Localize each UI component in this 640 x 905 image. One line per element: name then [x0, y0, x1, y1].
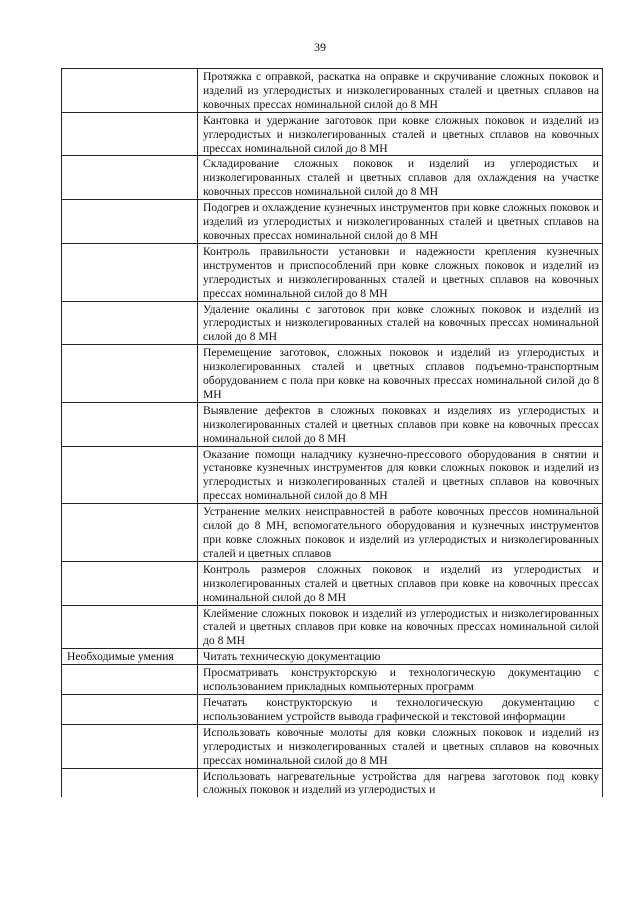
table-row	[62, 112, 603, 156]
row-text-cell: Использовать нагревательные устройства для нагрева заготовок под ковку сложных поковок и изделий из углеродистых и	[198, 768, 603, 797]
row-text-cell: Клеймение сложных поковок и изделий из углеродистых и низколегированных сталей и цветных сплавов при ковке на ковочных прессах номинальной силой до 8 МН	[198, 605, 603, 649]
row-label-cell	[62, 768, 198, 797]
table-row	[62, 345, 603, 403]
table-row	[62, 724, 603, 768]
row-label-cell	[62, 605, 198, 649]
table-row	[62, 768, 603, 797]
page-number: 39	[314, 40, 326, 54]
table-row	[62, 665, 603, 695]
row-text-cell: Выявление дефектов в сложных поковках и изделиях из углеродистых и низколегированных сталей и цветных сплавов при ковке на ковочных прессах номинальной силой до 8 МН	[198, 402, 603, 446]
row-text-cell: Протяжка с оправкой, раскатка на оправке и скручивание сложных поковок и изделий из углеродистых и низколегированных сталей и цветных сплавов на ковочных прессах номинальной силой до 8 МН	[198, 69, 603, 113]
row-label-cell	[62, 69, 198, 113]
requirements-table	[61, 68, 603, 797]
row-label-cell	[62, 724, 198, 768]
row-text-cell: Контроль правильности установки и надежности крепления кузнечных инструментов и приспособлений при ковке сложных поковок и изделий из углеродистых и низколегированных сталей и цветных сплавов на ковочных прессах номинальной силой до 8 МН	[198, 243, 603, 301]
row-text-cell: Подогрев и охлаждение кузнечных инструментов при ковке сложных поковок и изделий из углеродистых и низколегированных сталей и цветных сплавов на ковочных прессах номинальной силой до 8 МН	[198, 200, 603, 244]
table-row	[62, 649, 603, 665]
table-row	[62, 243, 603, 301]
row-label-cell	[62, 345, 198, 403]
row-text-cell: Кантовка и удержание заготовок при ковке сложных поковок и изделий из углеродистых и низколегированных сталей и цветных сплавов на ковочных прессах номинальной силой до 8 МН	[198, 112, 603, 156]
row-text-cell: Просматривать конструкторскую и технологическую документацию с использованием прикладных компьютерных программ	[198, 665, 603, 695]
table-row	[62, 446, 603, 504]
table-row	[62, 504, 603, 562]
row-text-cell: Перемещение заготовок, сложных поковок и изделий из углеродистых и низколегированных сталей и цветных сплавов подъемно-транспортным оборудованием с пола при ковке на ковочных прессах номинальной силой до 8 МН	[198, 345, 603, 403]
row-text-cell: Удаление окалины с заготовок при ковке сложных поковок и изделий из углеродистых и низколегированных сталей на ковочных прессах номинальной силой до 8 МН	[198, 301, 603, 345]
row-text-cell: Использовать ковочные молоты для ковки сложных поковок и изделий из углеродистых и низколегированных сталей и цветных сплавов на ковочных прессах номинальной силой до 8 МН	[198, 724, 603, 768]
row-text-cell: Складирование сложных поковок и изделий из углеродистых и низколегированных сталей и цветных сплавов для охлаждения на участке ковочных прессов номинальной силой до 8 МН	[198, 156, 603, 200]
row-text-cell: Читать техническую документацию	[198, 649, 603, 665]
row-text-cell: Оказание помощи наладчику кузнечно-прессового оборудования в снятии и установке кузнечных инструментов для ковки сложных поковок и изделий из углеродистых и низколегированных сталей и цветных сплавов на ковочных прессах номинальной силой до 8 МН	[198, 446, 603, 504]
table-row	[62, 69, 603, 113]
table-row	[62, 561, 603, 605]
row-label-cell	[62, 561, 198, 605]
row-label-cell	[62, 200, 198, 244]
row-label-cell	[62, 446, 198, 504]
row-text-cell: Устранение мелких неисправностей в работе ковочных прессов номинальной силой до 8 МН, вспомогательного оборудования и кузнечных инструментов при ковке сложных поковок и изделий из углеродистых и низколегированных сталей и цветных сплавов	[198, 504, 603, 562]
row-label-cell	[62, 243, 198, 301]
table-row	[62, 156, 603, 200]
table-row	[62, 301, 603, 345]
row-label-cell	[62, 665, 198, 695]
row-text-cell: Печатать конструкторскую и технологическую документацию с использованием устройств вывода графической и текстовой информации	[198, 694, 603, 724]
table-row	[62, 605, 603, 649]
row-label-cell: Необходимые умения	[62, 649, 198, 665]
table-row	[62, 200, 603, 244]
table-row	[62, 402, 603, 446]
table-body	[62, 69, 603, 798]
row-text-cell: Контроль размеров сложных поковок и изделий из углеродистых и низколегированных сталей и цветных сплавов при ковке на ковочных прессах номинальной силой до 8 МН	[198, 561, 603, 605]
row-label-cell	[62, 112, 198, 156]
row-label-cell	[62, 504, 198, 562]
table-row	[62, 694, 603, 724]
row-label-cell	[62, 301, 198, 345]
row-label-cell	[62, 156, 198, 200]
row-label-cell	[62, 694, 198, 724]
row-label-cell	[62, 402, 198, 446]
